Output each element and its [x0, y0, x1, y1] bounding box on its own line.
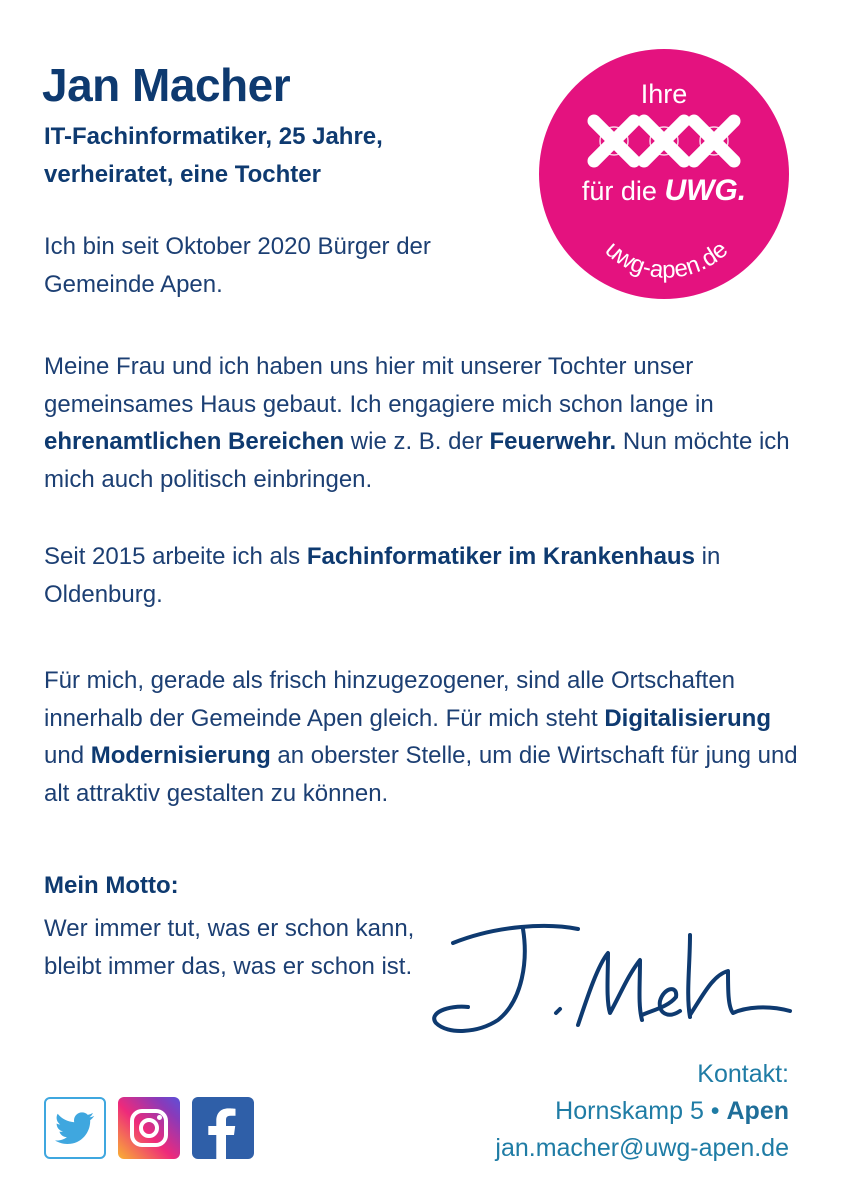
badge-line-2-strong: UWG. — [664, 174, 747, 207]
motto-line-2: bleibt immer das, was er schon ist. — [44, 952, 413, 980]
p2-text-d: Feuerwehr. — [489, 428, 617, 455]
contact-label: Kontakt: — [697, 1060, 789, 1088]
paragraph-job — [44, 538, 804, 613]
candidate-name: Jan Macher — [42, 59, 291, 111]
motto-text — [44, 910, 444, 985]
contact-street: Hornskamp 5 — [555, 1097, 704, 1125]
motto-title: Mein Motto: — [44, 872, 179, 899]
p4-text-c: und — [44, 742, 91, 769]
subtitle-line-1: IT-Fachinformatiker, 25 Jahre, — [44, 123, 383, 150]
badge-line-1: Ihre — [640, 79, 688, 109]
paragraph-goals — [44, 662, 814, 812]
paragraph-intro: Ich bin seit Oktober 2020 Bürger der Gemeinde Apen. — [44, 233, 431, 298]
paragraph-family — [44, 348, 804, 498]
p2-text-b: ehrenamtlichen Bereichen — [44, 428, 345, 455]
p4-text-d: Modernisierung — [90, 742, 271, 769]
p3-text-c: in Oldenburg. — [44, 543, 721, 608]
badge-line-2 — [539, 174, 789, 208]
p2-text-a: Meine Frau und ich haben uns hier mit unserer Tochter unser gemeinsames Haus gebaut. Ich engagiere mich schon lange in — [44, 353, 714, 418]
p4-text-e: an oberster Stelle, um die Wirtschaft für jung und alt attraktiv gestalten zu können. — [44, 742, 798, 807]
p2-text-c: wie z. B. der — [344, 428, 490, 455]
contact-city: Apen — [726, 1097, 789, 1125]
twitter-icon[interactable] — [44, 1097, 106, 1159]
p2-text-e: Nun möchte ich mich auch politisch einbringen. — [44, 428, 790, 493]
motto-line-1: Wer immer tut, was er schon kann, — [44, 915, 415, 942]
badge-url: uwg-apen.de — [599, 235, 734, 284]
p4-text-a: Für mich, gerade als frisch hinzugezogener, sind alle Ortschaften innerhalb der Gemeinde Apen gleich. Für mich steht — [44, 667, 736, 732]
contact-email[interactable]: jan.macher@uwg-apen.de — [495, 1134, 789, 1162]
signature-image — [428, 915, 798, 1045]
p4-text-b: Digitalisierung — [604, 704, 771, 732]
badge-line-2-prefix: für die — [581, 176, 657, 206]
p3-text-a: Seit 2015 arbeite ich als — [44, 543, 307, 570]
facebook-icon[interactable] — [192, 1097, 254, 1159]
subtitle-line-2: verheiratet, eine Tochter — [44, 161, 321, 188]
contact-address — [449, 1093, 789, 1130]
uwg-badge — [539, 49, 789, 299]
p3-text-b: Fachinformatiker im Krankenhaus — [306, 543, 695, 570]
instagram-icon[interactable] — [118, 1097, 180, 1159]
contact-block — [449, 1056, 789, 1167]
candidate-subtitle — [44, 118, 514, 194]
contact-separator: • — [703, 1097, 727, 1125]
